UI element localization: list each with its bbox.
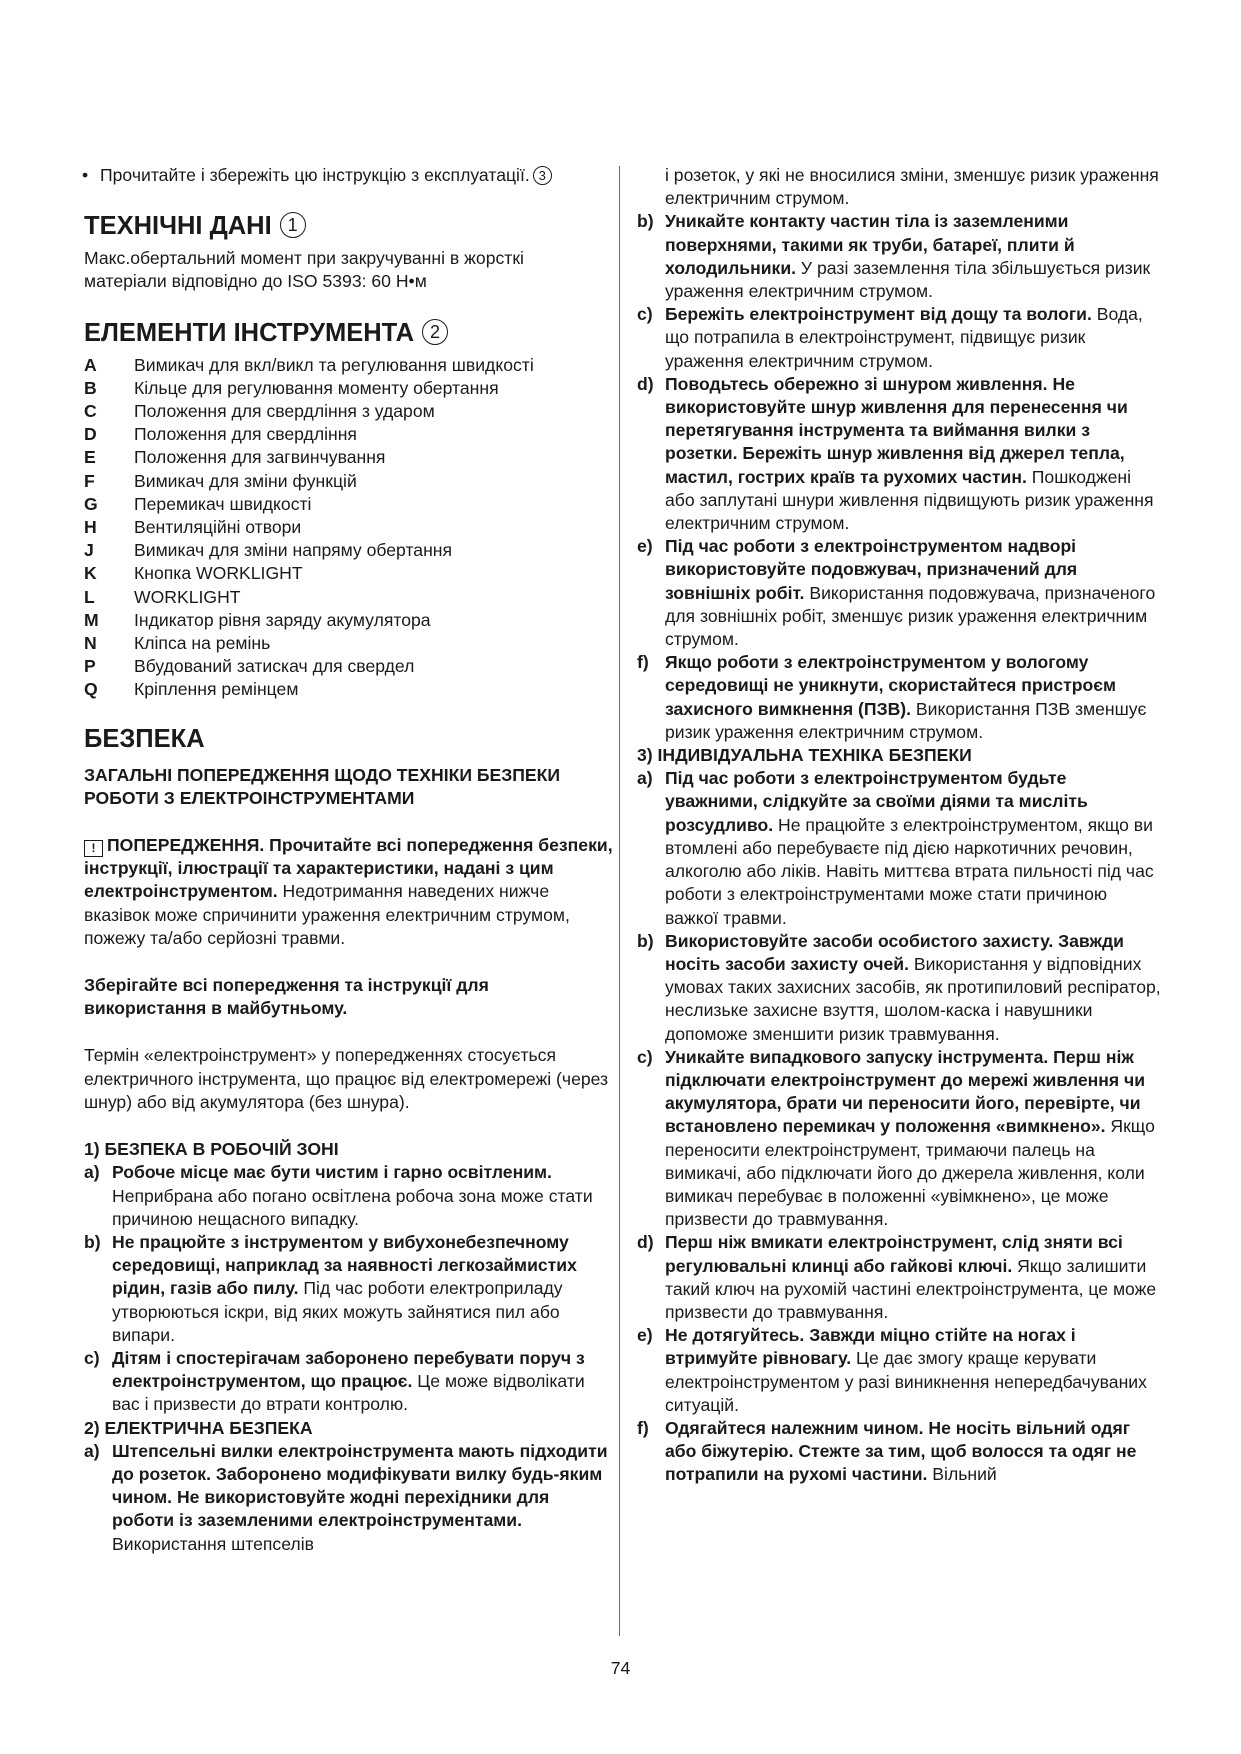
part-letter: P bbox=[84, 656, 96, 677]
read-instructions-text: Прочитайте і збережіть цю інструкцію з експлуатації. bbox=[100, 165, 530, 185]
item-normal-text: Якщо переносити електроінструмент, тримаючи палець на вимикачі, або підключати його до джерела живлення, коли вимикач перебуває в положенні «увімкнено», це може призвести до травмування. bbox=[665, 1116, 1155, 1230]
part-letter: F bbox=[84, 470, 95, 491]
list-item bbox=[637, 1046, 1162, 1232]
keep-instructions-text: Зберігайте всі попередження та інструкції для використання в майбутньому. bbox=[84, 975, 489, 1019]
item-normal-text: Використання ПЗВ зменшує ризик ураження електричним струмом. bbox=[665, 698, 1147, 742]
part-label: Кільце для регулювання моменту обертання bbox=[134, 377, 499, 398]
item-normal-text: Не працюйте з електроінструментом, якщо ви втомлені або перебуваєте під дією наркотичних речовин, алкоголю або ліків. Навіть миттєва втрата пильності під час роботи з електроінструментами може стати причиною важкої травми. bbox=[665, 814, 1154, 928]
item-normal-text: Під час роботи електроприладу утворюються іскри, від яких можуть зайнятися пил або випари. bbox=[112, 1278, 563, 1345]
item-normal-text: Вільний bbox=[927, 1464, 997, 1485]
part-label: Вентиляційні отвори bbox=[134, 517, 302, 538]
part-label: Положення для свердління bbox=[134, 424, 357, 445]
list-item bbox=[637, 303, 1162, 373]
item-bold-text: Якщо роботи з електроінструментом у вологому середовищі не уникнути, скористайтеся пристроєм захисного вимкнення (ПЗВ). bbox=[665, 652, 1117, 719]
list-item bbox=[637, 1231, 1162, 1324]
warning-paragraph bbox=[84, 834, 614, 950]
part-list-item bbox=[84, 470, 614, 493]
part-label: Вбудований затискач для свердел bbox=[134, 656, 415, 677]
item-normal-text: Якщо залишити такий ключ на рухомій частині електроінструмента, це може призвести до травмування. bbox=[665, 1255, 1157, 1322]
part-label: Кнопка WORKLIGHT bbox=[134, 563, 303, 584]
list-item bbox=[84, 1161, 614, 1231]
part-label: Вимикач для вкл/викл та регулювання швидкості bbox=[134, 354, 534, 375]
part-list-item bbox=[84, 655, 614, 678]
item-normal-text: Використання у відповідних умовах таких захисних засобів, як протипиловий респіратор, неслизьке захисне взуття, шолом-каска і навушники допоможе зменшити ризик травмування. bbox=[665, 953, 1161, 1044]
part-letter: Q bbox=[84, 679, 98, 700]
general-warnings-heading: ЗАГАЛЬНІ ПОПЕРЕДЖЕННЯ ЩОДО ТЕХНІКИ БЕЗПЕКИ РОБОТИ З ЕЛЕКТРОІНСТРУМЕНТАМИ bbox=[84, 764, 561, 808]
item-bold-text: Одягайтеся належним чином. Не носіть вільний одяг або біжутерію. Стежте за тим, щоб волосся та одяг не потрапили на рухомі частини. bbox=[665, 1417, 1137, 1485]
part-list-item bbox=[84, 678, 614, 701]
item-normal-text: Це дає змогу краще керувати електроінструментом у разі виникнення непередбачуваних ситуацій. bbox=[665, 1348, 1147, 1415]
part-letter: C bbox=[84, 401, 97, 422]
item-bold-text: Уникайте контакту частин тіла із заземленими поверхнями, такими як труби, батареї, плити й холодильники. bbox=[665, 211, 1075, 278]
item-marker: a) bbox=[637, 768, 653, 789]
item-marker: b) bbox=[637, 211, 654, 232]
tech-data-body: Макс.обертальний момент при закручуванні в жорсткі матеріали відповідно до ISO 5393: 60 Н•м bbox=[84, 248, 524, 292]
item-normal-text: Використання штепселів bbox=[112, 1533, 314, 1554]
item-marker: b) bbox=[637, 930, 654, 951]
list-item bbox=[637, 1417, 1162, 1487]
item-normal-text: Неприбрана або погано освітлена робоча зона може стати причиною нещасного випадку. bbox=[112, 1185, 593, 1229]
part-label: Кліпса на ремінь bbox=[134, 633, 271, 654]
parts-list bbox=[84, 354, 614, 702]
continued-text: і розеток, у які не вносилися зміни, зменшує ризик ураження електричним струмом. bbox=[665, 165, 1159, 209]
part-list-item bbox=[84, 609, 614, 632]
part-letter: N bbox=[84, 633, 97, 654]
item-marker: c) bbox=[637, 304, 653, 325]
page-number: 74 bbox=[610, 1658, 631, 1678]
item-bold-text: Не дотягуйтесь. Завжди міцно стійте на ногах і втримуйте рівновагу. bbox=[665, 1325, 1076, 1369]
part-letter: D bbox=[84, 424, 97, 445]
item-marker: c) bbox=[84, 1347, 100, 1368]
part-letter: E bbox=[84, 447, 96, 468]
item-bold-text: Робоче місце має бути чистим і гарно освітленим. bbox=[112, 1162, 552, 1183]
right-column bbox=[637, 164, 1162, 1487]
list-item bbox=[637, 373, 1162, 535]
list-item bbox=[84, 1347, 614, 1417]
item-normal-text: Вода, що потрапила в електроінструмент, підвищує ризик ураження електричним струмом. bbox=[665, 304, 1143, 371]
item-marker: b) bbox=[84, 1231, 101, 1252]
part-list-item bbox=[84, 539, 614, 562]
figure-reference-1: 1 bbox=[280, 212, 306, 238]
part-label: Вимикач для зміни функцій bbox=[134, 470, 357, 491]
warning-bold-text: ПОПЕРЕДЖЕННЯ. Прочитайте всі попередження безпеки, інструкції, ілюстрації та характеристики, надані з цим електроінструментом. bbox=[84, 835, 613, 902]
list-item bbox=[84, 1231, 614, 1347]
item-bold-text: Уникайте випадкового запуску інструмента. Перш ніж підключати електроінструмент до мережі живлення чи акумулятора, брати чи переносити його, перевірте, чи встановлено перемикач у положення «вимкнено». bbox=[665, 1046, 1146, 1137]
item-normal-text: Використання подовжувача, призначеного для зовнішніх робіт, зменшує ризик ураження електричним струмом. bbox=[665, 582, 1156, 650]
item-bold-text: Бережіть електроінструмент від дощу та вологи. bbox=[665, 304, 1092, 325]
item-bold-text: Перш ніж вмикати електроінструмент, слід зняти всі регулювальні клинці або гайкові ключі. bbox=[665, 1232, 1123, 1276]
part-label: Перемикач швидкості bbox=[134, 493, 312, 514]
electrical-safety-heading: 2) ЕЛЕКТРИЧНА БЕЗПЕКА bbox=[84, 1417, 313, 1438]
part-list-item bbox=[84, 516, 614, 539]
item-bold-text: Використовуйте засоби особистого захисту. Завжди носіть засоби захисту очей. bbox=[665, 930, 1124, 974]
part-list-item bbox=[84, 493, 614, 516]
item-normal-text: У разі заземлення тіла збільшується ризик ураження електричним струмом. bbox=[665, 257, 1151, 302]
part-list-item bbox=[84, 354, 614, 377]
part-letter: G bbox=[84, 493, 98, 514]
part-list-item bbox=[84, 586, 614, 609]
list-item bbox=[84, 1440, 614, 1556]
personal-safety-heading: 3) ІНДИВІДУАЛЬНА ТЕХНІКА БЕЗПЕКИ bbox=[637, 745, 972, 766]
part-label: Кріплення ремінцем bbox=[134, 679, 299, 700]
part-label: Положення для загвинчування bbox=[134, 447, 386, 468]
list-item bbox=[637, 767, 1162, 929]
part-list-item bbox=[84, 400, 614, 423]
part-letter: H bbox=[84, 517, 97, 538]
work-area-safety-heading: 1) БЕЗПЕКА В РОБОЧІЙ ЗОНІ bbox=[84, 1139, 339, 1160]
item-marker: a) bbox=[84, 1162, 100, 1183]
part-list-item bbox=[84, 632, 614, 655]
work-area-safety-list bbox=[84, 1161, 614, 1416]
left-column bbox=[84, 164, 614, 1556]
elements-heading: ЕЛЕМЕНТИ ІНСТРУМЕНТА 2 bbox=[84, 318, 614, 348]
item-bold-text: Під час роботи з електроінструментом будьте уважними, слідкуйте за своїми діями та мисліть розсудливо. bbox=[665, 768, 1088, 835]
item-marker: d) bbox=[637, 1232, 654, 1253]
part-list-item bbox=[84, 423, 614, 446]
item-marker: d) bbox=[637, 373, 654, 394]
item-marker: c) bbox=[637, 1046, 653, 1067]
part-label: Положення для свердління з ударом bbox=[134, 401, 435, 422]
list-item bbox=[637, 535, 1162, 651]
part-label: Індикатор рівня заряду акумулятора bbox=[134, 609, 431, 630]
item-bold-text: Поводьтесь обережно зі шнуром живлення. Не використовуйте шнур живлення для перенесення чи перетягування інструмента та виймання вилки з розетки. Бережіть шнур живлення від джерел тепла, мастил, гострих країв та рухомих частин. bbox=[665, 373, 1128, 487]
part-list-item bbox=[84, 377, 614, 400]
part-letter: L bbox=[84, 586, 95, 607]
list-item bbox=[637, 930, 1162, 1046]
part-letter: B bbox=[84, 377, 97, 398]
part-label: Вимикач для зміни напряму обертання bbox=[134, 540, 453, 561]
list-item bbox=[637, 210, 1162, 303]
power-tool-term-text: Термін «електроінструмент» у попередженнях стосується електричного інструмента, що працює від електромережі (через шнур) або від акумулятора (без шнура). bbox=[84, 1045, 609, 1112]
part-label: WORKLIGHT bbox=[134, 586, 241, 607]
read-instructions-bullet bbox=[82, 164, 614, 187]
part-letter: J bbox=[84, 540, 94, 561]
part-letter: K bbox=[84, 563, 97, 584]
item-marker: f) bbox=[637, 652, 649, 673]
figure-reference-3: 3 bbox=[533, 166, 552, 185]
list-item bbox=[637, 1324, 1162, 1417]
electrical-safety-list bbox=[637, 210, 1162, 744]
item-normal-text: Це може відволікати вас і призвести до втрати контролю. bbox=[112, 1371, 585, 1415]
personal-safety-list bbox=[637, 767, 1162, 1486]
item-marker: f) bbox=[637, 1417, 649, 1438]
column-divider bbox=[619, 166, 620, 1636]
list-item bbox=[637, 651, 1162, 744]
part-letter: A bbox=[84, 354, 97, 375]
item-bold-text: Під час роботи з електроінструментом надворі використовуйте подовжувач, призначений для зовнішніх робіт. bbox=[665, 536, 1078, 603]
item-marker: e) bbox=[637, 536, 653, 557]
item-normal-text: Пошкоджені або заплутані шнури живлення підвищують ризик ураження електричним струмом. bbox=[665, 466, 1154, 534]
warning-normal-text: Недотримання наведених нижче вказівок може спричинити ураження електричним струмом, пожежу та/або серйозні травми. bbox=[84, 881, 570, 948]
item-marker: e) bbox=[637, 1325, 653, 1346]
item-marker: a) bbox=[84, 1440, 100, 1461]
part-list-item bbox=[84, 562, 614, 585]
safety-heading: БЕЗПЕКА bbox=[84, 724, 205, 753]
item-bold-text: Штепсельні вилки електроінструмента мають підходити до розеток. Заборонено модифікувати вилку будь-яким чином. Не використовуйте жодні перехідники для роботи із заземленими електроінструментами. bbox=[112, 1440, 608, 1531]
warning-triangle-icon: ! bbox=[84, 840, 103, 857]
figure-reference-2: 2 bbox=[422, 319, 448, 345]
item-bold-text: Дітям і спостерігачам заборонено перебувати поруч з електроінструментом, що працює. bbox=[112, 1347, 585, 1392]
tech-data-heading: ТЕХНІЧНІ ДАНІ 1 bbox=[84, 211, 614, 241]
part-letter: M bbox=[84, 609, 99, 630]
part-list-item bbox=[84, 446, 614, 469]
bullet-marker: • bbox=[82, 165, 89, 185]
item-bold-text: Не працюйте з інструментом у вибухонебезпечному середовищі, наприклад за наявності легкозаймистих рідин, газів або пилу. bbox=[112, 1231, 577, 1299]
